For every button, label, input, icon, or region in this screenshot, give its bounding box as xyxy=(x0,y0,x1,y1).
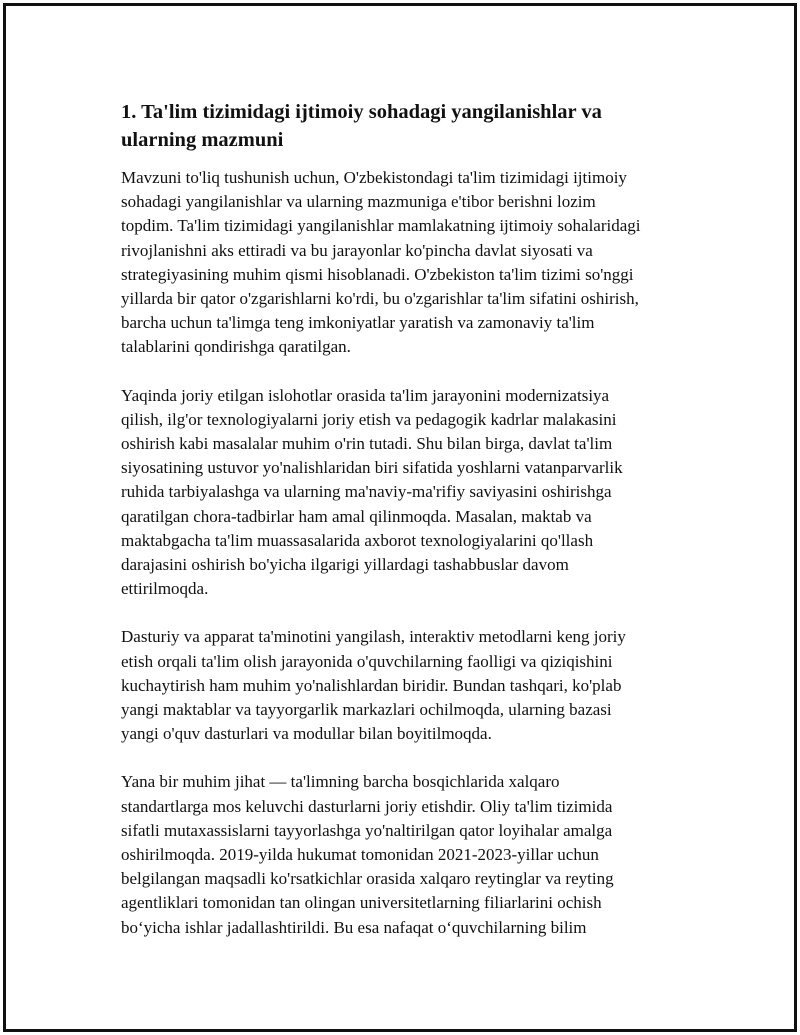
paragraph-3 xyxy=(121,625,701,746)
text-line: maktabgacha ta'lim muassasalarida axborot texnologiyalarini qo'llash xyxy=(121,530,594,550)
text-line: Yana bir muhim jihat — ta'limning barcha bosqichlarida xalqaro xyxy=(121,772,560,792)
section-heading xyxy=(121,98,701,154)
text-line: qilish, ilg'or texnologiyalarni joriy etish va pedagogik kadrlar malakasini xyxy=(121,409,617,429)
text-line: topdim. Ta'lim tizimidagi yangilanishlar mamlakatning ijtimoiy sohalaridagi xyxy=(121,216,641,236)
text-line: ruhida tarbiyalashga va ularning ma'naviy-ma'rifiy saviyasini oshirishga xyxy=(121,482,612,502)
text-line: yillarda bir qator o'zgarishlarni ko'rdi, bu o'zgarishlar ta'lim sifatini oshirish, xyxy=(121,289,639,309)
text-line: bo‘yicha ishlar jadallashtirildi. Bu esa nafaqat o‘quvchilarning bilim xyxy=(121,917,587,937)
text-line: barcha uchun ta'limga teng imkoniyatlar yaratish va zamonaviy ta'lim xyxy=(121,313,595,333)
text-line: oshirish kabi masalalar muhim o'rin tutadi. Shu bilan birga, davlat ta'lim xyxy=(121,434,613,454)
text-line: Yaqinda joriy etilgan islohotlar orasida ta'lim jarayonini modernizatsiya xyxy=(121,385,610,405)
text-line: rivojlanishni aks ettiradi va bu jarayonlar ko'pincha davlat siyosati va xyxy=(121,240,593,260)
text-line: ettirilmoqda. xyxy=(121,579,209,599)
text-line: kuchaytirish ham muhim yo'nalishlardan biridir. Bundan tashqari, ko'plab xyxy=(121,675,622,695)
text-line: siyosatining ustuvor yo'nalishlaridan biri sifatida yoshlarni vatanparvarlik xyxy=(121,458,623,478)
text-line: etish orqali ta'lim olish jarayonida o'quvchilarning faolligi va qiziqishini xyxy=(121,651,613,671)
text-line: talablarini qondirishga qaratilgan. xyxy=(121,337,351,357)
paragraph-4 xyxy=(121,770,701,939)
text-line: oshirilmoqda. 2019-yilda hukumat tomonidan 2021-2023-yillar uchun xyxy=(121,845,599,865)
document-body xyxy=(121,98,701,964)
text-line: sohadagi yangilanishlar va ularning mazmuniga e'tibor berishni lozim xyxy=(121,192,596,212)
text-line: yangi maktablar va tayyorgarlik markazlari ochilmoqda, ularning bazasi xyxy=(121,700,612,720)
text-line: agentliklari tomonidan tan olingan universitetlarning filiarlarini ochish xyxy=(121,893,602,913)
text-line: standartlarga mos keluvchi dasturlarni joriy etishdir. Oliy ta'lim tizimida xyxy=(121,796,613,816)
heading-line: 1. Ta'lim tizimidagi ijtimoiy sohadagi yangilanishlar va xyxy=(121,101,602,123)
paragraph-1 xyxy=(121,166,701,360)
page-frame xyxy=(3,3,797,1032)
text-line: qaratilgan chora-tadbirlar ham amal qilinmoqda. Masalan, maktab va xyxy=(121,506,592,526)
text-line: sifatli mutaxassislarni tayyorlashga yo'naltirilgan qator loyihalar amalga xyxy=(121,820,613,840)
text-line: Dasturiy va apparat ta'minotini yangilash, interaktiv metodlarni keng joriy xyxy=(121,627,626,647)
text-line: yangi o'quv dasturlari va modullar bilan boyitilmoqda. xyxy=(121,724,492,744)
heading-line: ularning mazmuni xyxy=(121,129,284,151)
text-line: darajasini oshirish bo'yicha ilgarigi yillardagi tashabbuslar davom xyxy=(121,555,569,575)
text-line: Mavzuni to'liq tushunish uchun, O'zbekistondagi ta'lim tizimidagi ijtimoiy xyxy=(121,168,627,187)
text-line: belgilangan maqsadli ko'rsatkichlar orasida xalqaro reytinglar va reyting xyxy=(121,869,614,889)
text-line: strategiyasining muhim qismi hisoblanadi. O'zbekiston ta'lim tizimi so'nggi xyxy=(121,264,634,284)
paragraph-2 xyxy=(121,384,701,602)
